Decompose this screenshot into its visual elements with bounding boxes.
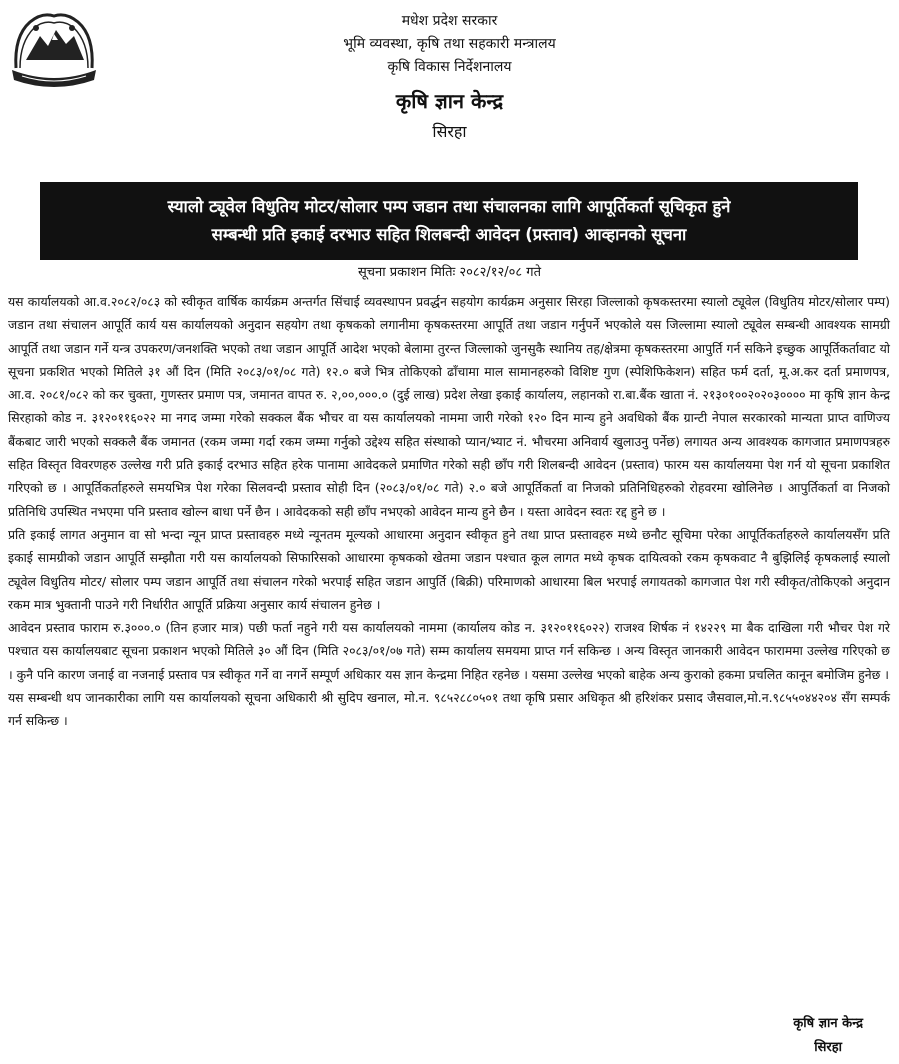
body-paragraph-4: यस सम्बन्धी थप जानकारीका लागि यस कार्यालयको सूचना अधिकारी श्री सुदिप खनाल, मो.न. ९८५२८८०५०१ तथा कृषि प्रसार अधिकृत श्री हरिशंकर प्रसाद जैसवाल,मो.न.९८५५०४४२०४ सँग सम्पर्क गर्न सकिन्छ । — [8, 690, 890, 729]
notice-title-banner — [40, 182, 858, 260]
body-paragraph-3: आवेदन प्रस्ताव फाराम रु.३०००.० (तिन हजार मात्र) पछी फर्ता नहुने गरी यस कार्यालयको नाममा (कार्यालय कोड न. ३१२०११६०२२) राजश्व शिर्षक नं १४२२९ मा बैक दाखिला गरी भौचर पेश गरे पश्चात यस कार्यालयबाट सूचना प्रकाशन भएको मितिले ३० औं दिन (मिति २०८३/०१/०७ गते) सम्म कार्यालय समयमा प्राप्त गर्न सकिन्छ । अन्य विस्तृत जानकारी आवेदन फाराममा उल्लेख गरिएको छ । कुनै पनि कारण जनाई वा नजनाई प्रस्ताव पत्र स्वीकृत गर्ने वा नगर्ने सम्पूर्ण अधिकार यस ज्ञान केन्द्रमा निहित रहनेछ । यसमा उल्लेख भएको बाहेक अन्य कुराको हकमा प्रचलित कानून बमोजिम हुनेछ । — [8, 620, 890, 682]
body-paragraph-1: यस कार्यालयको आ.व.२०८२/०८३ को स्वीकृत वार्षिक कार्यक्रम अन्तर्गत सिंचाई व्यवस्थापन प्रवर्द्धन सहयोग कार्यक्रम अनुसार सिरहा जिल्लाको कृषकस्तरमा स्यालो ट्यूवेल (विधुतिय मोटर/सोलार पम्प) जडान तथा संचालन आपूर्ति कार्य यस कार्यालयको अनुदान सहयोग तथा कृषकको लगानीमा कृषकस्तरमा आपूर्ति तथा जडान गर्नुपर्ने भएकोले यस जिल्लामा स्यालो ट्यूवेल सम्बन्धी आवश्यक सामग्री आपूर्ति तथा जडान गर्ने यन्त्र उपकरण/जनशक्ति भएको तथा जडान आपूर्ति आदेश भएको बेलामा तुरन्त जिल्लाको जुनसुकै स्थानिय तह/क्षेत्रमा कृषकस्तरमा आपुर्ति गर्न सकिने इच्छुक आपूर्तिकर्तावाट यो सूचना प्रकशित भएको मितिले ३१ औं दिन (मिति २०८३/०१/०८ गते) १२.० बजे भित्र तोकिएको ढाँचामा माल सामानहरुको विशिष्ट गुण (स्पेशिफिकेशन) सहित फर्म दर्ता, मू.अ.कर दर्ता प्रमाणपत्र, आ.व. २०८१/०८२ को कर चुक्ता, गुणस्तर प्रमाण पत्र, जमानत वापत रु. २,००,०००.० (दुई लाख) प्रदेश लेखा इकाई कार्यालय, लहानको रा.बा.बैंक खाता नं. २१३०१००२०२०३०००० मा कृषि ज्ञान केन्द्र सिरहाको कोड न. ३१२०११६०२२ मा नगद जम्मा गरेको सक्कल बैंक भौचर वा यस कार्यालयको नाममा जारी गरेको १२० दिन मान्य हुने अवधिको बैंक ग्रान्टी नेपाल सरकारको मान्यता प्राप्त वाणिज्य बैंकबाट जारी भएको सक्कलै बैंक जमानत (रकम जम्मा गर्दा रकम जम्मा गर्नुको उद्देश्य सहित संस्थाको प्यान/भ्याट नं. भौचरमा अनिवार्य खुलाउनु पर्नेछ) लगायत अन्य आवश्यक कागजात प्रमाणपत्रहरु सहित विस्तृत विवरणहरु उल्लेख गरी प्रति इकाई दरभाउ सहित हरेक पानामा आवेदकले प्रमाणित गरेको सही छाँप गरी शिलबन्दी आवेदन (प्रस्ताव) फारम यस कार्यालयमा पेश गर्न यो सूचना प्रकाशित गरिएको छ । आपूर्तिकर्ताहरुले समयभित्र पेश गरेका सिलवन्दी प्रस्ताव सोही दिन (२०८३/०१/०८ गते) २.० बजे आपूर्तिकर्ता वा निजको प्रतिनिधिहरुको रोहवरमा खोलिनेछ । आपुर्तिकर्ता वा निजको प्रतिनिधि उपस्थित नभएमा पनि प्रस्ताव खोल्न बाधा पर्ने छैन । आवेदकको सही छाँप नभएको आवेदन मान्य हुने छैन । यस्ता आवेदन स्वतः रद्द हुने छ । — [8, 294, 890, 519]
signature-block — [793, 1012, 863, 1060]
ministry-name: भूमि व्यवस्था, कृषि तथा सहकारी मन्त्रालय — [343, 36, 556, 52]
signature-office: कृषि ज्ञान केन्द्र — [793, 1016, 863, 1031]
directorate-name: कृषि विकास निर्देशनालय — [387, 59, 512, 75]
office-district: सिरहा — [432, 122, 467, 141]
notice-body — [8, 290, 890, 733]
body-paragraph-2: प्रति इकाई लागत अनुमान वा सो भन्दा न्यून प्राप्त प्रस्तावहरु मध्ये न्यूनतम मूल्यको आधारमा अनुदान स्वीकृत हुने तथा प्राप्त प्रस्तावहरु मध्ये छनौट सूचिमा परेका आपूर्तिकर्ताहरुले कार्यालयसँग प्रति इकाई सामग्रीको जडान आपूर्ति सम्झौता गरी यस कार्यालयको सिफारिसको आधारमा कृषकको खेतमा जडान पश्चात कूल लागत मध्ये कृषक दायित्वको रकम कृषकवाट नै बुझिलिई कृषकलाई स्यालो ट्यूवेल विधुतिय मोटर/ सोलार पम्प जडान आपूर्ति तथा संचालन गरेको भरपाई सहित जडान आपुर्ति (बिक्री) परिमाणको आधारमा बिल भरपाई लगायतको कागजात पेश गरी स्वीकृत/तोकिएको अनुदान रकम मात्र भुक्तानी पाउने गरी निर्धारीत आपूर्ति प्रक्रिया अनुसार कार्य संचालन हुनेछ । — [8, 526, 890, 612]
signature-district: सिरहा — [814, 1040, 842, 1055]
notice-title-line-2: सम्बन्धी प्रति इकाई दरभाउ सहित शिलबन्दी आवेदन (प्रस्ताव) आव्हानको सूचना — [211, 225, 687, 244]
publish-date: सूचना प्रकाशन मितिः २०८२/१२/०८ गते — [357, 265, 542, 280]
government-name: मधेश प्रदेश सरकार — [401, 13, 498, 29]
letterhead — [0, 10, 899, 145]
office-name: कृषि ज्ञान केन्द्र — [395, 89, 504, 113]
notice-title-line-1: स्यालो ट्यूवेल विधुतिय मोटर/सोलार पम्प जडान तथा संचालनका लागि आपूर्तिकर्ता सूचिकृत हुने — [167, 197, 731, 216]
